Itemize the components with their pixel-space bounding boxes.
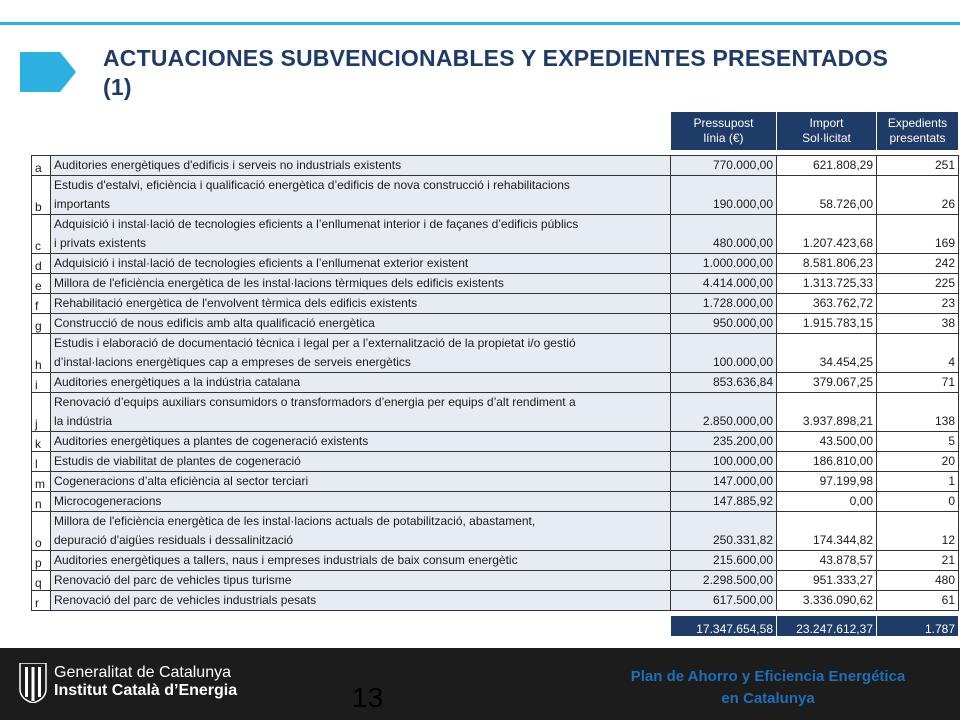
- table-row: [32, 432, 959, 452]
- table-row: [32, 314, 959, 334]
- row-requested: 43.500,00: [777, 432, 877, 452]
- row-requested: 58.726,00: [777, 176, 877, 215]
- row-budget: 147.885,92: [671, 492, 777, 512]
- row-files: 4: [877, 334, 959, 373]
- row-letter: e: [32, 274, 51, 294]
- row-letter: f: [32, 294, 51, 314]
- row-description-line: Microcogeneracions: [54, 494, 162, 508]
- row-description: [51, 591, 671, 611]
- row-letter: k: [32, 432, 51, 452]
- row-budget: 2.298.500,00: [671, 571, 777, 591]
- row-description: [51, 215, 671, 254]
- row-description: [51, 274, 671, 294]
- header-files: [877, 112, 959, 151]
- row-budget: 4.414.000,00: [671, 274, 777, 294]
- row-description: [51, 472, 671, 492]
- row-requested: 43.878,57: [777, 551, 877, 571]
- row-budget: 617.500,00: [671, 591, 777, 611]
- table-row: [32, 512, 959, 551]
- row-description-line: importants: [54, 197, 111, 211]
- row-budget: 853.636,84: [671, 373, 777, 393]
- row-budget: 190.000,00: [671, 176, 777, 215]
- row-budget: 235.200,00: [671, 432, 777, 452]
- row-requested: 174.344,82: [777, 512, 877, 551]
- row-description: [51, 551, 671, 571]
- row-budget: 950.000,00: [671, 314, 777, 334]
- table-row: [32, 571, 959, 591]
- row-requested: 621.808,29: [777, 156, 877, 176]
- row-requested: 186.810,00: [777, 452, 877, 472]
- row-description-line: Estudis i elaboració de documentació tècnica i legal per a l’externalització de la propietat i/o gestió: [54, 336, 576, 350]
- row-files: 251: [877, 156, 959, 176]
- row-files: 169: [877, 215, 959, 254]
- row-requested: 3.336.090,62: [777, 591, 877, 611]
- row-description: [51, 492, 671, 512]
- plan-title: [588, 666, 948, 710]
- row-budget: 100.000,00: [671, 452, 777, 472]
- row-description-line: Estudis de viabilitat de plantes de cogeneració: [54, 454, 301, 468]
- header-budget-line1: Pressupost: [693, 116, 754, 130]
- row-requested: 1.313.725,33: [777, 274, 877, 294]
- row-files: 242: [877, 254, 959, 274]
- row-requested: 379.067,25: [777, 373, 877, 393]
- row-budget: 770.000,00: [671, 156, 777, 176]
- header-files-line1: Expedients: [887, 116, 948, 130]
- row-letter: c: [32, 215, 51, 254]
- row-requested: 1.207.423,68: [777, 215, 877, 254]
- table-row: [32, 373, 959, 393]
- table-row: [32, 254, 959, 274]
- row-requested: 3.937.898,21: [777, 393, 877, 432]
- row-description: [51, 176, 671, 215]
- row-description: [51, 452, 671, 472]
- row-letter: b: [32, 176, 51, 215]
- header-requested-line2: Sol·licitat: [802, 131, 851, 145]
- row-files: 12: [877, 512, 959, 551]
- header-files-line2: presentats: [889, 131, 946, 145]
- row-budget: 480.000,00: [671, 215, 777, 254]
- row-files: 26: [877, 176, 959, 215]
- row-description: [51, 314, 671, 334]
- row-files: 138: [877, 393, 959, 432]
- row-letter: l: [32, 452, 51, 472]
- header-requested-line1: Import: [809, 116, 844, 130]
- total-budget: 17.347.654,58: [671, 616, 777, 637]
- row-letter: g: [32, 314, 51, 334]
- row-description: [51, 373, 671, 393]
- row-description-line: Auditories energètiques a plantes de cogeneració existents: [54, 434, 369, 448]
- row-letter: a: [32, 156, 51, 176]
- row-letter: o: [32, 512, 51, 551]
- table-row: [32, 492, 959, 512]
- row-files: 480: [877, 571, 959, 591]
- row-description: [51, 432, 671, 452]
- row-description-line: Renovació del parc de vehicles industrials pesats: [54, 593, 317, 607]
- row-letter: q: [32, 571, 51, 591]
- row-budget: 2.850.000,00: [671, 393, 777, 432]
- row-description: [51, 294, 671, 314]
- table-row: [32, 551, 959, 571]
- header-budget: [671, 112, 777, 151]
- row-description: [51, 571, 671, 591]
- row-files: 71: [877, 373, 959, 393]
- row-letter: r: [32, 591, 51, 611]
- row-description-line: Construcció de nous edificis amb alta qualificació energètica: [54, 316, 375, 330]
- total-requested: 23.247.612,37: [777, 616, 877, 637]
- row-requested: 363.762,72: [777, 294, 877, 314]
- table-row: [32, 472, 959, 492]
- row-files: 1: [877, 472, 959, 492]
- totals-row: [32, 616, 959, 637]
- table-body: [32, 156, 959, 611]
- row-requested: 1.915.783,15: [777, 314, 877, 334]
- generalitat-logo-icon: [18, 663, 48, 703]
- row-description: [51, 156, 671, 176]
- row-letter: h: [32, 334, 51, 373]
- top-accent-line: [0, 22, 960, 25]
- row-description-line: Rehabilitació energètica de l'envolvent tèrmica dels edificis existents: [54, 296, 418, 310]
- table-row: [32, 176, 959, 215]
- table-row: [32, 591, 959, 611]
- row-description: [51, 393, 671, 432]
- row-budget: 100.000,00: [671, 334, 777, 373]
- top-bar: [0, 0, 960, 24]
- row-letter: n: [32, 492, 51, 512]
- table-header-row: [32, 112, 959, 151]
- table-row: [32, 294, 959, 314]
- row-description-line: Auditories energètiques a tallers, naus i empreses industrials de baix consum energètic: [54, 553, 518, 567]
- row-description-line: Adquisició i instal·lació de tecnologies eficients a l’enllumenat interior i de façanes d’edificis públics: [54, 217, 579, 231]
- org-name-line1: Generalitat de Catalunya: [54, 664, 231, 681]
- table-row: [32, 156, 959, 176]
- subsidy-table: [31, 111, 959, 637]
- row-description-line: depuració d'aigües residuals i dessalinització: [54, 533, 294, 547]
- table-row: [32, 393, 959, 432]
- row-letter: d: [32, 254, 51, 274]
- header-requested: [777, 112, 877, 151]
- row-files: 21: [877, 551, 959, 571]
- row-description-line: Auditories energètiques a la indústria catalana: [54, 375, 301, 389]
- row-description-line: Cogeneracions d’alta eficiència al sector terciari: [54, 474, 309, 488]
- plan-title-line2: en Catalunya: [721, 690, 815, 707]
- row-description-line: Renovació del parc de vehicles tipus turisme: [54, 573, 292, 587]
- row-requested: 0,00: [777, 492, 877, 512]
- row-description-line: Adquisició i instal·lació de tecnologies eficients a l’enllumenat exterior existent: [54, 256, 469, 270]
- row-description-line: Renovació d’equips auxiliars consumidors o transformadors d’energia per equips d’alt rendiment a: [54, 395, 576, 409]
- total-files: 1.787: [877, 616, 959, 637]
- row-budget: 147.000,00: [671, 472, 777, 492]
- row-description-line: la indústria: [54, 414, 113, 428]
- header-budget-line2: línia (€): [703, 131, 744, 145]
- row-files: 225: [877, 274, 959, 294]
- row-files: 38: [877, 314, 959, 334]
- row-description: [51, 254, 671, 274]
- row-description-line: i privats existents: [54, 236, 147, 250]
- row-description-line: Auditories energètiques d'edificis i serveis no industrials existents: [54, 158, 402, 172]
- row-letter: i: [32, 373, 51, 393]
- row-description-line: Estudis d'estalvi, eficiència i qualificació energètica d’edificis de nova construcció i rehabilitacions: [54, 178, 570, 192]
- row-files: 0: [877, 492, 959, 512]
- page-number: 13: [352, 682, 384, 713]
- row-requested: 8.581.806,23: [777, 254, 877, 274]
- table-row: [32, 215, 959, 254]
- row-requested: 97.199,98: [777, 472, 877, 492]
- row-budget: 1.728.000,00: [671, 294, 777, 314]
- row-description-line: d’instal·lacions energètiques cap a empreses de serveis energètics: [54, 355, 411, 369]
- row-letter: m: [32, 472, 51, 492]
- table-row: [32, 334, 959, 373]
- row-description-line: Millora de l'eficiència energètica de les instal·lacions tèrmiques dels edificis existents: [54, 276, 504, 290]
- org-name-line2: Institut Català d’Energia: [54, 682, 238, 699]
- table-row: [32, 274, 959, 294]
- row-files: 23: [877, 294, 959, 314]
- row-requested: 951.333,27: [777, 571, 877, 591]
- row-requested: 34.454,25: [777, 334, 877, 373]
- row-budget: 1.000.000,00: [671, 254, 777, 274]
- page-title: ACTUACIONES SUBVENCIONABLES Y EXPEDIENTES PRESENTADOS (1): [103, 45, 889, 100]
- row-files: 20: [877, 452, 959, 472]
- row-description-line: Millora de l'eficiència energètica de les instal·lacions actuals de potabilització, abastament,: [54, 514, 536, 528]
- plan-title-line1: Plan de Ahorro y Eficiencia Energética: [630, 668, 906, 685]
- row-budget: 250.331,82: [671, 512, 777, 551]
- row-description: [51, 334, 671, 373]
- row-description: [51, 512, 671, 551]
- row-letter: j: [32, 393, 51, 432]
- row-files: 5: [877, 432, 959, 452]
- row-letter: p: [32, 551, 51, 571]
- row-files: 61: [877, 591, 959, 611]
- table-row: [32, 452, 959, 472]
- row-budget: 215.600,00: [671, 551, 777, 571]
